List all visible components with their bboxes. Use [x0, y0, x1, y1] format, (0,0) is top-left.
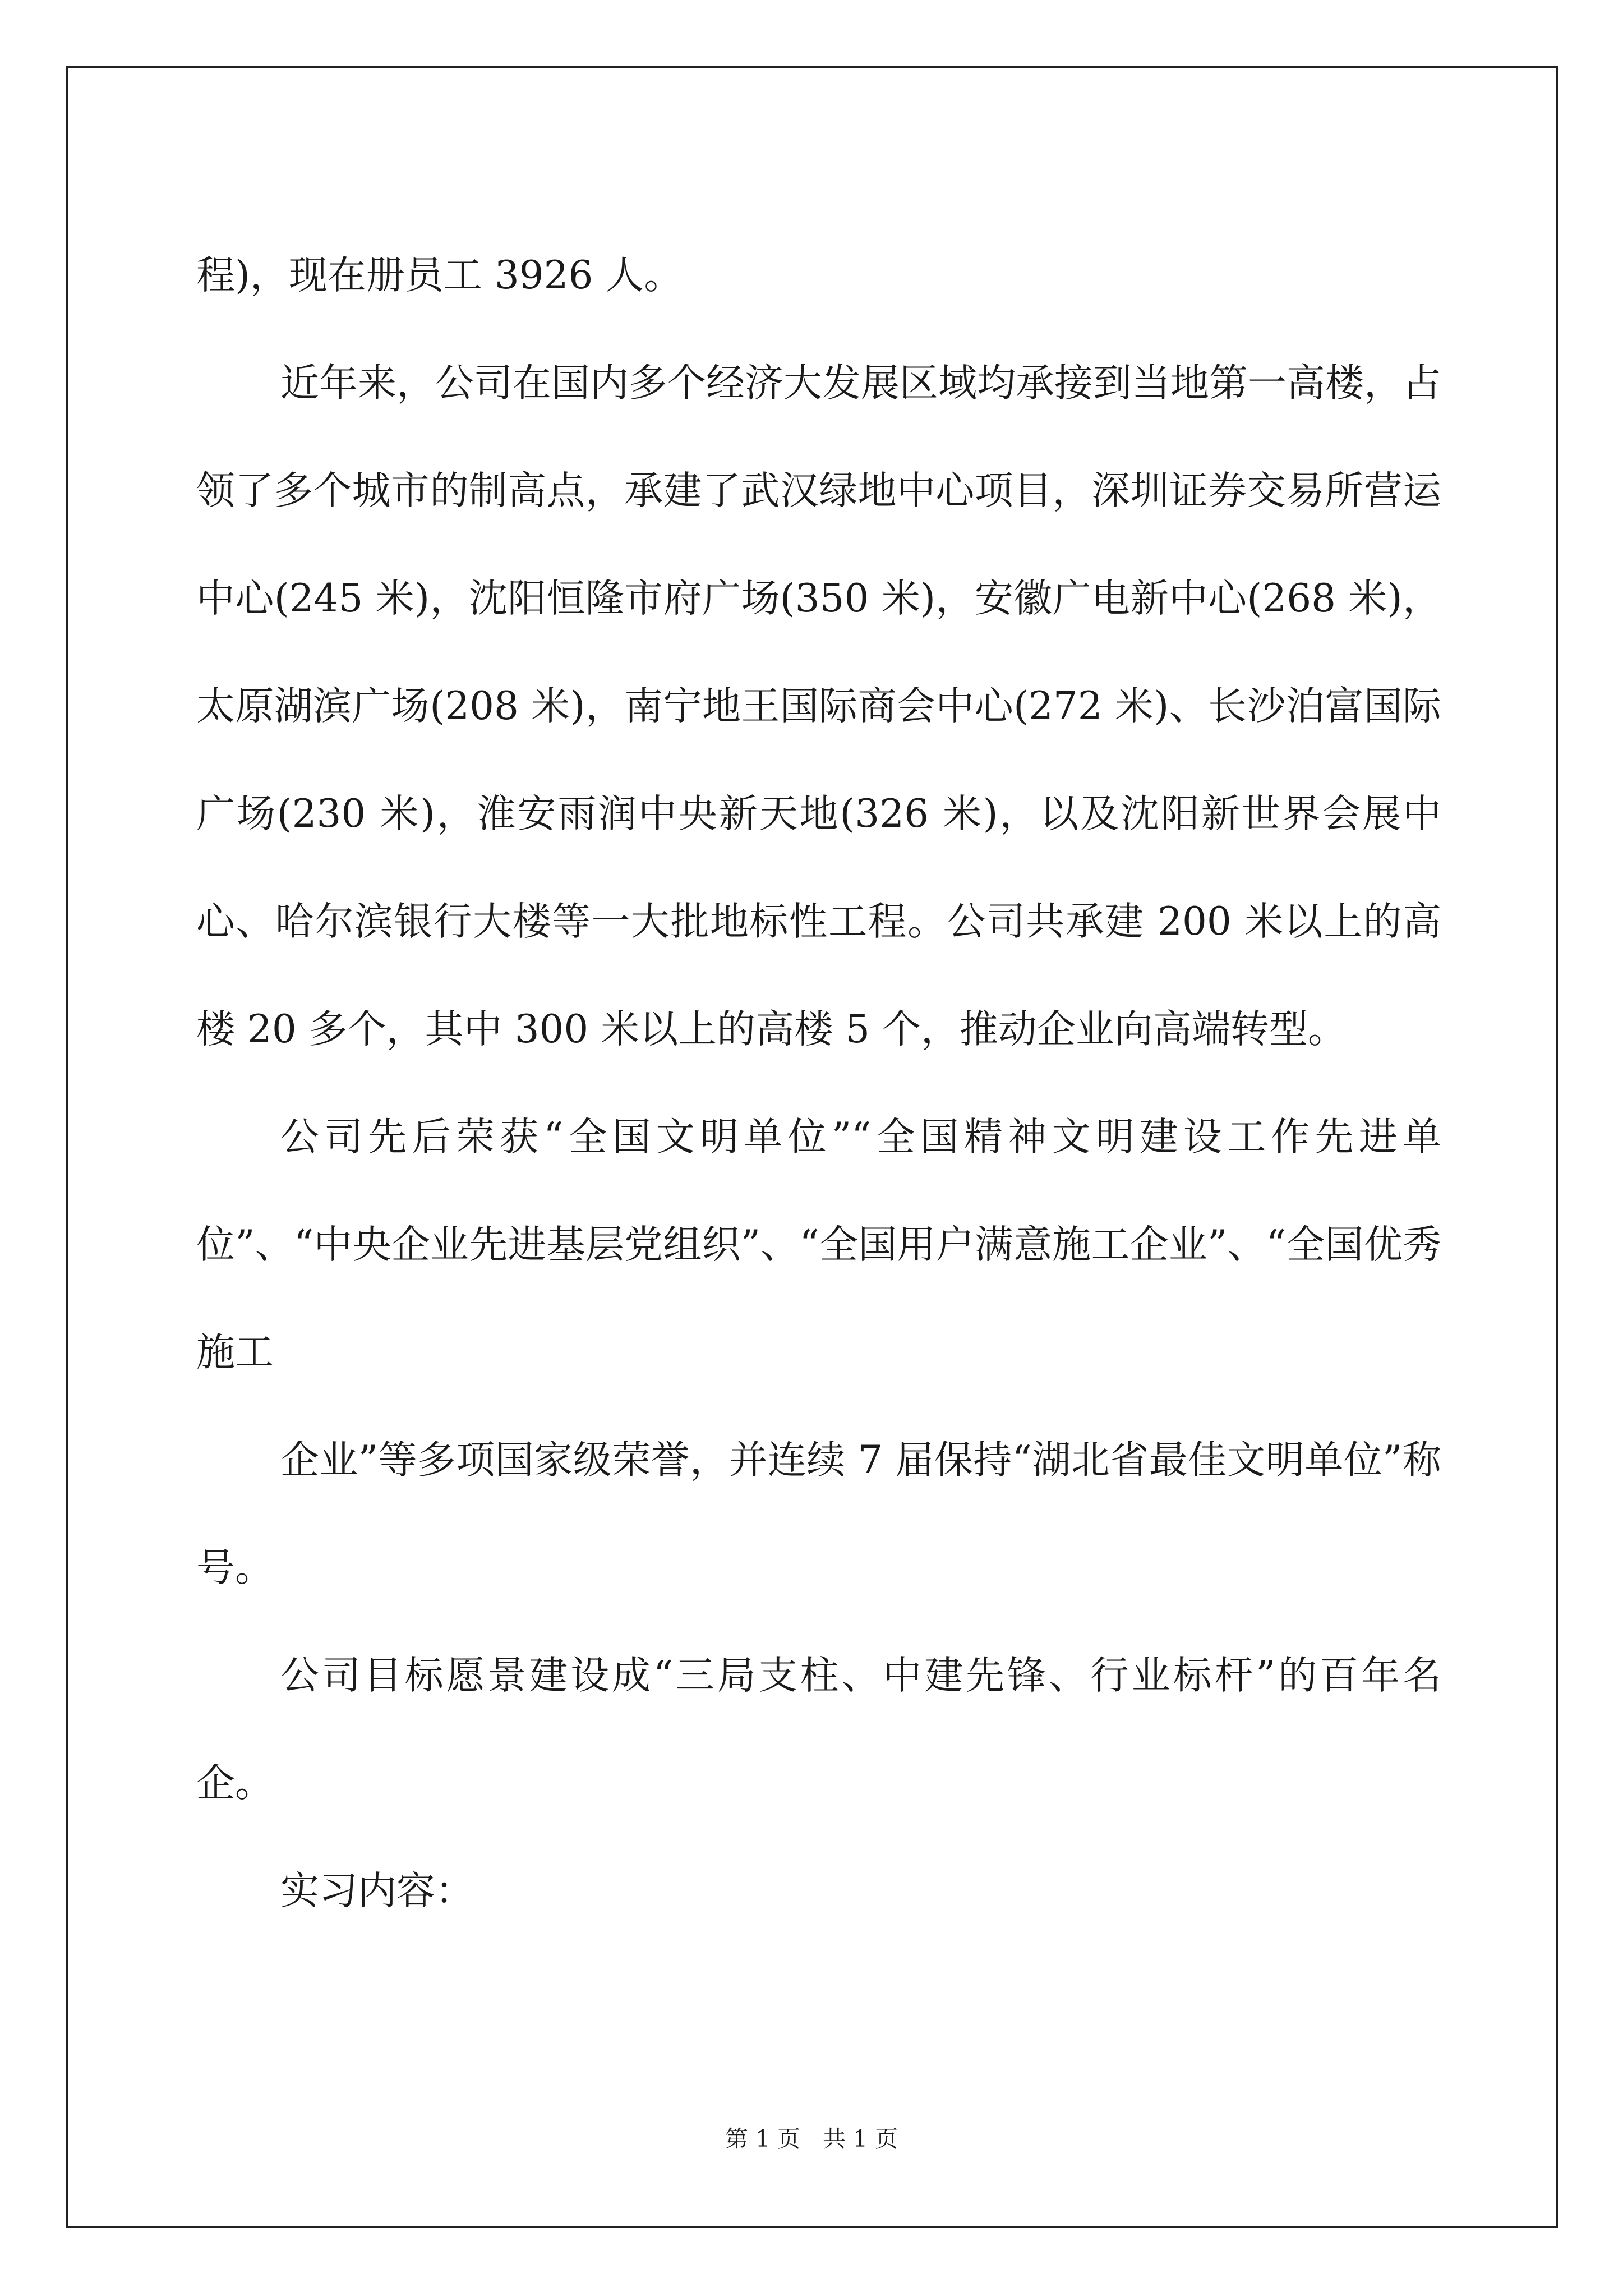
document-body [196, 222, 1441, 1945]
paragraph-continuation: 程)，现在册员工 3926 人。 [196, 253, 683, 298]
paragraph-honors-continued: 企业”等多项国家级荣誉，并连续 7 届保持“湖北省最佳文明单位”称号。 [196, 1438, 1441, 1590]
section-heading-internship: 实习内容： [280, 1869, 474, 1913]
paragraph-vision: 公司目标愿景建设成“三局支柱、中建先锋、行业标杆”的百年名企。 [196, 1653, 1441, 1806]
paragraph-landmark-projects: 近年来，公司在国内多个经济大发展区域均承接到当地第一高楼，占领了多个城市的制高点，承建了武汉绿地中心项目，深圳证券交易所营运中心(245 米)，沈阳恒隆市府广场(350 米)，安徽广电新中心(268 米)，太原湖滨广场(208 米)，南宁地王国际商会中心(272 米)、长沙泊富国际广场(230 米)，淮安雨润中央新天地(326 米)，以及沈阳新世界会展中心、哈尔滨银行大楼等一大批地标性工程。公司共承建 200 米以上的高楼 20 多个，其中 300 米以上的高楼 5 个，推动企业向高端转型。 [196, 361, 1441, 1052]
page-total: 共 1 页 [823, 2125, 898, 2152]
paragraph-honors: 公司先后荣获“全国文明单位”“全国精神文明建设工作先进单位”、“中央企业先进基层党组织”、“全国用户满意施工企业”、“全国优秀施工 [196, 1115, 1441, 1375]
page-footer [0, 2120, 1623, 2154]
page-number: 第 1 页 [725, 2125, 800, 2152]
